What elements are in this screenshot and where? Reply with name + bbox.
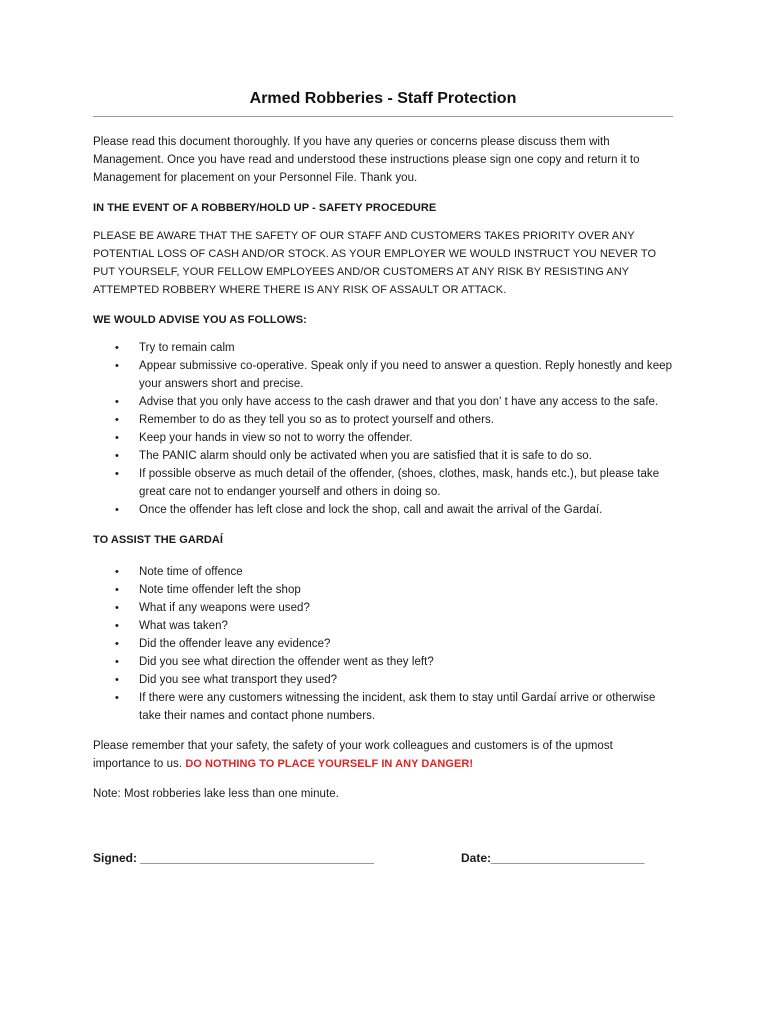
list-item: • If there were any customers witnessing the incident, ask them to stay until Gardaí arrive or otherwise take their names and contact phone numbers.	[139, 689, 673, 725]
bullet-icon: •	[115, 450, 119, 462]
bullet-icon: •	[115, 566, 119, 578]
date-field[interactable]: Date:_______________________	[461, 851, 645, 865]
bullet-icon: •	[115, 504, 119, 516]
signed-field[interactable]: Signed: ___________________________________	[93, 851, 374, 865]
list-item: • Did you see what direction the offender went as they left?	[139, 653, 673, 671]
bullet-icon: •	[115, 674, 119, 686]
list-item: • What was taken?	[139, 617, 673, 635]
bullet-icon: •	[115, 414, 119, 426]
page-title: Armed Robberies - Staff Protection	[249, 90, 517, 107]
bullet-icon: •	[115, 602, 119, 614]
intro-paragraph: Please read this document thoroughly. If you have any queries or concerns please discuss them with Management. Once you have read and understood these instructions please sign one copy and return it to Management for placement on your Personnel File. Thank you.	[93, 136, 640, 184]
procedure-paragraph: PLEASE BE AWARE THAT THE SAFETY OF OUR STAFF AND CUSTOMERS TAKES PRIORITY OVER ANY POTENTIAL LOSS OF CASH AND/OR STOCK. AS YOUR EMPLOYER WE WOULD INSTRUCT YOU NEVER TO PUT YOURSELF, YOUR FELLOW EMPLOYEES AND/OR CUSTOMERS AT ANY RISK BY RESISTING ANY ATTEMPTED ROBBERY WHERE THERE IS ANY RISK OF ASSAULT OR ATTACK.	[93, 230, 657, 296]
list-item: • Note time of offence	[139, 563, 673, 581]
bullet-icon: •	[115, 342, 119, 354]
list-item: • The PANIC alarm should only be activated when you are satisfied that it is safe to do so.	[139, 447, 673, 465]
assist-list	[93, 563, 673, 725]
bullet-icon: •	[115, 656, 119, 668]
list-item: • Once the offender has left close and lock the shop, call and await the arrival of the Gardaí.	[139, 501, 673, 519]
title-divider	[93, 116, 673, 117]
list-item: • Did the offender leave any evidence?	[139, 635, 673, 653]
list-item: • Advise that you only have access to the cash drawer and that you don' t have any access to the safe.	[139, 393, 673, 411]
document-page	[93, 90, 673, 815]
procedure-heading: IN THE EVENT OF A ROBBERY/HOLD UP - SAFETY PROCEDURE	[93, 202, 437, 214]
bullet-icon: •	[115, 432, 119, 444]
bullet-icon: •	[115, 468, 119, 480]
list-item: • Keep your hands in view so not to worry the offender.	[139, 429, 673, 447]
advise-heading: WE WOULD ADVISE YOU AS FOLLOWS:	[93, 314, 307, 326]
list-item: • Note time offender left the shop	[139, 581, 673, 599]
list-item: • Appear submissive co-operative. Speak only if you need to answer a question. Reply honestly and keep your answers short and precise.	[139, 357, 673, 393]
bullet-icon: •	[115, 396, 119, 408]
bullet-icon: •	[115, 692, 119, 704]
bullet-icon: •	[115, 584, 119, 596]
advise-list	[93, 339, 673, 519]
list-item: • Try to remain calm	[139, 339, 673, 357]
closing-paragraph	[93, 737, 673, 773]
closing-text: Please remember that your safety, the safety of your work colleagues and customers is of the upmost importance to us.	[93, 740, 613, 770]
list-item: • Did you see what transport they used?	[139, 671, 673, 689]
bullet-icon: •	[115, 638, 119, 650]
closing-warning: DO NOTHING TO PLACE YOURSELF IN ANY DANGER!	[185, 758, 474, 770]
bullet-icon: •	[115, 620, 119, 632]
assist-heading: TO ASSIST THE GARDAÍ	[93, 534, 223, 546]
note-text: Note: Most robberies lake less than one minute.	[93, 788, 339, 800]
list-item: • If possible observe as much detail of the offender, (shoes, clothes, mask, hands etc.), but please take great care not to endanger yourself and others in doing so.	[139, 465, 673, 501]
list-item: • Remember to do as they tell you so as to protect yourself and others.	[139, 411, 673, 429]
list-item: • What if any weapons were used?	[139, 599, 673, 617]
bullet-icon: •	[115, 360, 119, 372]
